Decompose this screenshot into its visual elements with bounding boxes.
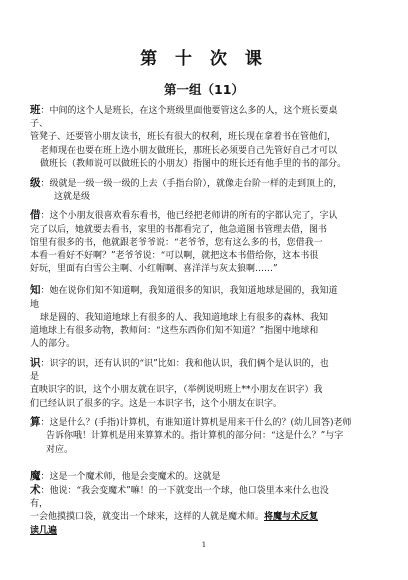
paragraph-suan — [30, 416, 386, 457]
paragraph-ji — [30, 177, 386, 204]
text-line: 道地球上有很多动物，教师问：“这些东西你们知不知道？”指图中地球和 — [30, 326, 319, 337]
paragraph-ban — [30, 104, 386, 171]
text-line: 直映识字的识，这个小朋友就在识字，（举例说明班上**小朋友在识字）我 — [30, 385, 323, 396]
text-line: 子、 — [30, 119, 49, 130]
lesson-title: 第 十 次 课 — [140, 49, 268, 69]
char-suan: 算 — [30, 416, 41, 429]
text-line: 是 — [30, 372, 40, 383]
emphasis-instruction: 读几遍 — [30, 525, 58, 536]
char-ji: 级 — [30, 176, 41, 189]
text-line: ：他说：“我会变魔术”嘛！的一下就变出一个球，他口袋里本来什么也没 — [40, 486, 329, 497]
text-line: ：这是一个魔术师，他是会变魔术的。这就是 — [40, 471, 221, 482]
paragraph-jie — [30, 209, 386, 276]
lesson-body — [30, 104, 386, 543]
text-line: 地 — [30, 299, 40, 310]
char-jie: 借 — [30, 209, 41, 222]
text-line: 馆里有很多的书，他就跟老爷爷说：“老爷爷，您有这么多的书，您借我一 — [30, 237, 323, 248]
text-line: 们已经认识了很多的字。这是一本识字书，这个小朋友在识字。 — [30, 398, 283, 409]
text-line: ：中间的这个人是班长，在这个班级里面他要管这么多的人，这个班长要桌 — [40, 106, 338, 116]
text-line: ：她在说你们知不知道啊，我知道很多的知识，我知道地球是圆的，我知道 — [40, 286, 338, 297]
char-shu: 术 — [30, 484, 41, 497]
paragraph-zhi — [30, 284, 386, 351]
text-line: ：识字的识，还有认识的“识”比如：我和他认识，我们俩个是认识的，也 — [40, 358, 329, 369]
text-line: ：这是什么？(手指)计算机，有谁知道计算机是用来干什么的？(幼儿回答)老师 — [40, 418, 352, 429]
char-zhi: 知 — [30, 284, 41, 297]
text-line: 好玩，里面有白雪公主啊、小红帽啊、喜洋洋与灰太狼啊……” — [30, 264, 278, 275]
text-line: ：这个小朋友很喜欢看东看书，他已经把老师讲的所有的字都认完了，字认 — [40, 211, 338, 222]
text-line: 管凳子、还要管小朋友读书，班长有很大的权利，班长现在拿着书在管他们， — [30, 132, 337, 143]
paragraph-shi — [30, 357, 386, 411]
char-mo: 魔 — [30, 469, 41, 482]
char-ban: 班 — [30, 104, 41, 116]
text-line: ：级就是一级一级一级的上去（手指台阶），就像走台阶一样的走到顶上的， — [40, 178, 343, 189]
text-line: 有， — [30, 499, 49, 510]
text-line: 一会他摸摸口袋，就变出一个球来，这样的人就是魔术师。 — [30, 512, 265, 523]
text-line: 这就是级 — [54, 191, 91, 202]
char-shi: 识 — [30, 356, 41, 369]
paragraph-mo — [30, 470, 386, 538]
text-line: 人的部分。 — [30, 339, 76, 350]
text-line: 老师现在也要在班上选小朋友做班长，那班长必须要自己先管好自己才可以 — [40, 145, 338, 156]
text-line: 做班长（教师说可以做班长的小朋友）指图中的班长还有他手里的书的部分。 — [40, 158, 347, 169]
text-line: 本看一看好不好啊？”老爷爷说：“可以啊，就把这本书借给你，这本书很 — [30, 251, 319, 262]
text-line: 对应。 — [46, 444, 74, 455]
emphasis-instruction: 将魔与术反复 — [264, 512, 319, 523]
page-number: 1 — [201, 541, 207, 549]
text-line: 球是圆的、我知道地球上有很多的人、我知道地球上有很多的森林、我知 — [40, 312, 329, 323]
text-line: 告诉你哦！计算机是用来算算术的。指计算机的部分问：“这是什么？”与字 — [46, 431, 344, 442]
text-line: 完了以后，她就要去看书，家里的书都看完了，他急道图书管理去借，图书 — [30, 224, 328, 235]
group-subtitle: 第一组（11） — [164, 82, 244, 97]
